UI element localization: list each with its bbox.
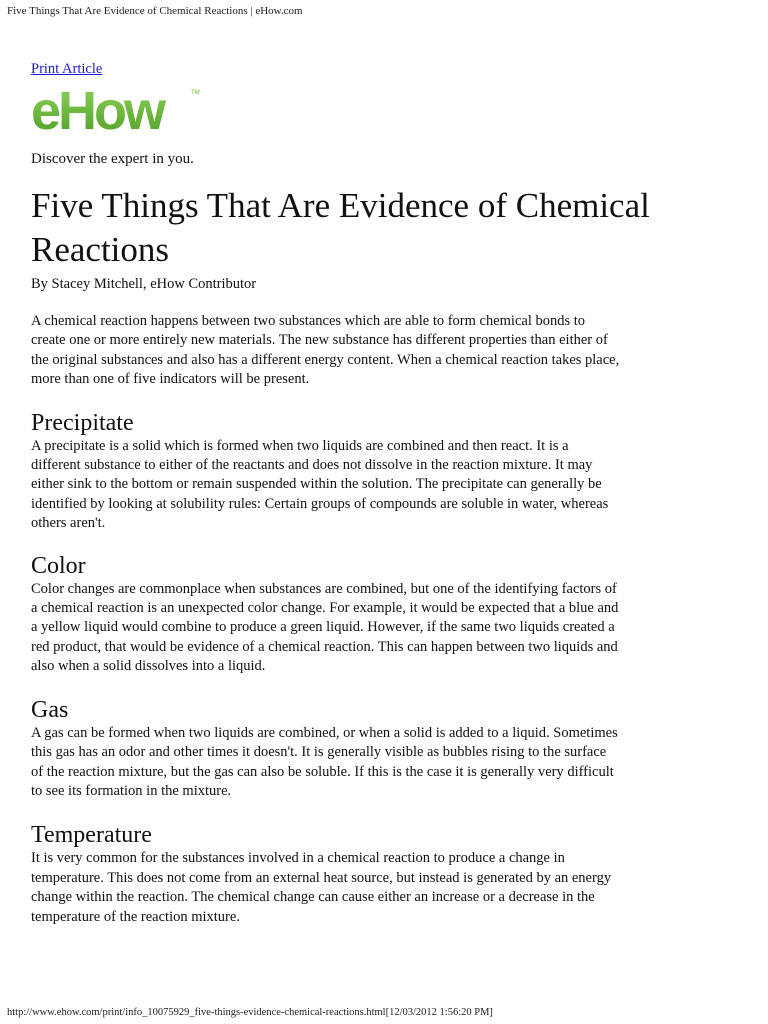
print-article-link[interactable]: Print Article	[31, 61, 103, 77]
article-content	[31, 60, 650, 927]
section-body: Color changes are commonplace when substances are combined, but one of the identifying factors of a chemical reaction is an unexpected color change. For example, it would be expected that a blue and a yellow liquid would combine to produce a green liquid. However, if the same two liquids created a red product, that would be evidence of a chemical reaction. This can happen between two liquids and also when a solid dissolves into a liquid.	[31, 580, 619, 675]
section-heading: Color	[31, 552, 86, 579]
section-body: It is very common for the substances involved in a chemical reaction to produce a change in temperature. This does not come from an external heat source, but instead is generated by an energy change within the reaction. The chemical change can cause either an increase or a decrease in the temperature of the reaction mixture.	[31, 850, 612, 925]
section-color	[31, 552, 631, 677]
page-header: Five Things That Are Evidence of Chemical Reactions | eHow.com	[7, 5, 303, 17]
section-body: A precipitate is a solid which is formed when two liquids are combined and then react. It is a different substance to either of the reactants and does not dissolve in the reaction mixture. It may either sink to the bottom or remain suspended within the solution. The precipitate can generally be identified by looking at solubility rules: Certain groups of compounds are soluble in water, whereas others aren't.	[31, 437, 609, 532]
article-title: Five Things That Are Evidence of Chemical Reactions	[31, 186, 650, 269]
section-temperature	[31, 821, 631, 927]
section-body: A gas can be formed when two liquids are combined, or when a solid is added to a liquid. Sometimes this gas has an odor and other times it doesn't. It is generally visible as bubbles rising to the surface of the reaction mixture, but the gas can also be soluble. If this is the case it is generally very difficult to see its formation in the mixture.	[31, 724, 618, 799]
article-intro: A chemical reaction happens between two substances which are able to form chemical bonds to create one or more entirely new materials. The new substance has different properties than either of the original substances and also has a different energy content. When a chemical reaction takes place, more than one of five indicators will be present.	[31, 313, 620, 388]
ehow-logo	[31, 84, 211, 134]
logo-trademark: TM	[191, 90, 200, 96]
article-byline: By Stacey Mitchell, eHow Contributor	[31, 276, 257, 292]
section-heading: Gas	[31, 696, 69, 723]
section-heading: Temperature	[31, 822, 152, 849]
section-heading: Precipitate	[31, 409, 134, 436]
logo-wordmark: eHow	[31, 84, 164, 134]
tagline: Discover the expert in you.	[31, 151, 194, 167]
page-footer-url: http://www.ehow.com/print/info_10075929_five-things-evidence-chemical-reactions.html[12/03/2012 1:56:20 PM]	[7, 1007, 493, 1018]
section-gas	[31, 696, 631, 802]
section-precipitate	[31, 409, 631, 534]
